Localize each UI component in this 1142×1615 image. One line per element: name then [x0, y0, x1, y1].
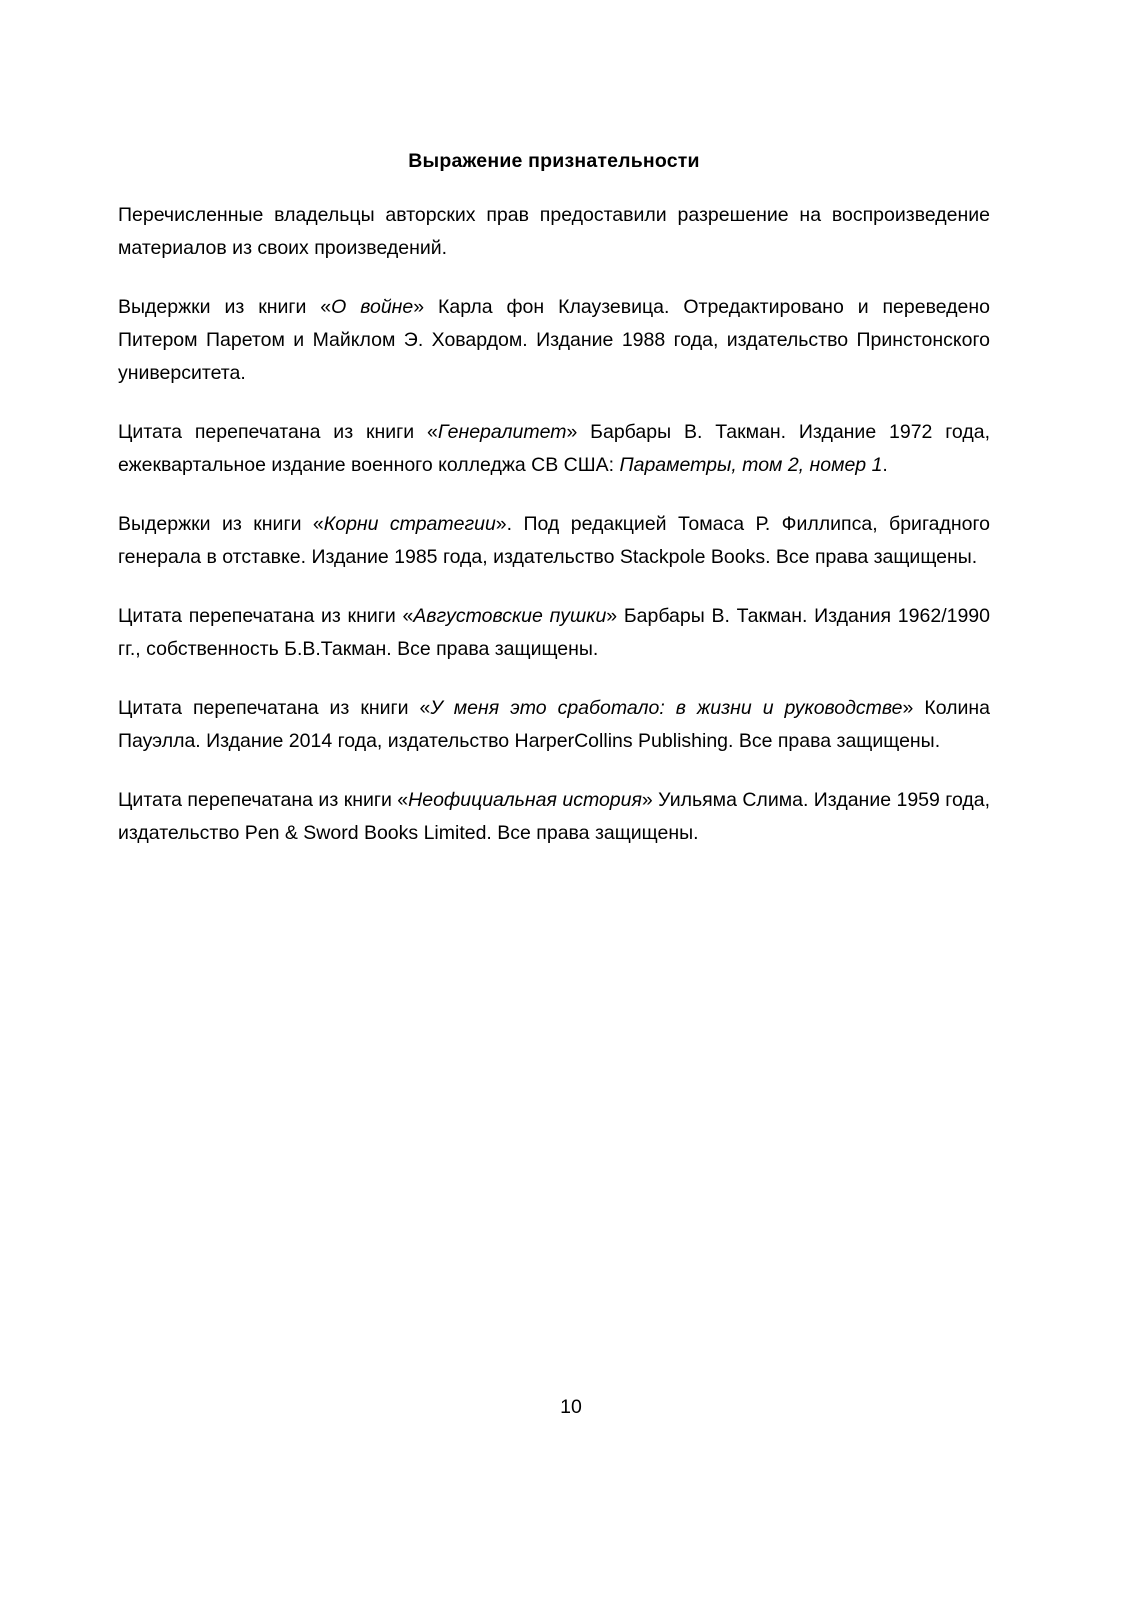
page-number: 10 — [560, 1396, 582, 1418]
paragraph-slim — [118, 784, 990, 850]
italic-title-run: У меня это сработало: в жизни и руководстве — [430, 697, 903, 719]
text-run: » Уильяма Слима. Издание 1959 года, издательство Pen & Sword Books Limited. Все права защищены. — [118, 789, 991, 844]
italic-title-run: О войне — [331, 296, 414, 318]
paragraph-roots-of-strategy — [118, 508, 990, 574]
text-run: . — [882, 454, 888, 476]
italic-title-run: Параметры, том 2, номер 1 — [619, 454, 883, 476]
italic-title-run: Августовские пушки — [413, 605, 607, 627]
italic-title-run: Неофициальная история — [408, 789, 642, 811]
text-run: Перечисленные владельцы авторских прав предоставили разрешение на воспроизведение материалов из своих произведений. — [118, 204, 990, 259]
text-run: Выдержки из книги « — [118, 513, 324, 535]
text-run: Цитата перепечатана из книги « — [118, 697, 431, 719]
text-run: Выдержки из книги « — [118, 296, 332, 318]
paragraph-list — [118, 199, 990, 850]
page-content — [118, 150, 990, 850]
text-run: ». Под редакцией Томаса Р. Филлипса, бригадного генерала в отставке. Издание 1985 года, издательство Stackpole Books. Все права защищены. — [118, 513, 990, 568]
page-title: Выражение признательности — [408, 150, 700, 172]
italic-title-run: Генералитет — [437, 421, 567, 443]
italic-title-run: Корни стратегии — [323, 513, 496, 535]
text-run: » Барбары В. Такман. Издание 1972 года, ежеквартальное издание военного колледжа СВ США: — [118, 421, 990, 476]
paragraph-guns-of-august — [118, 600, 990, 666]
text-run: Цитата перепечатана из книги « — [118, 789, 409, 811]
text-run: » Барбары В. Такман. Издания 1962/1990 гг., собственность Б.В.Такман. Все права защищены. — [118, 605, 990, 660]
paragraph-intro — [118, 199, 990, 265]
text-run: » Колина Пауэлла. Издание 2014 года, издательство HarperCollins Publishing. Все права защищены. — [118, 697, 990, 752]
text-run: » Карла фон Клаузевица. Отредактировано и переведено Питером Паретом и Майклом Э. Ховардом. Издание 1988 года, издательство Принстонского университета. — [118, 296, 990, 384]
text-run: Цитата перепечатана из книги « — [118, 421, 438, 443]
text-run: Цитата перепечатана из книги « — [118, 605, 414, 627]
paragraph-clausewitz — [118, 291, 990, 390]
paragraph-tuchman-generalship — [118, 416, 990, 482]
paragraph-powell — [118, 692, 990, 758]
